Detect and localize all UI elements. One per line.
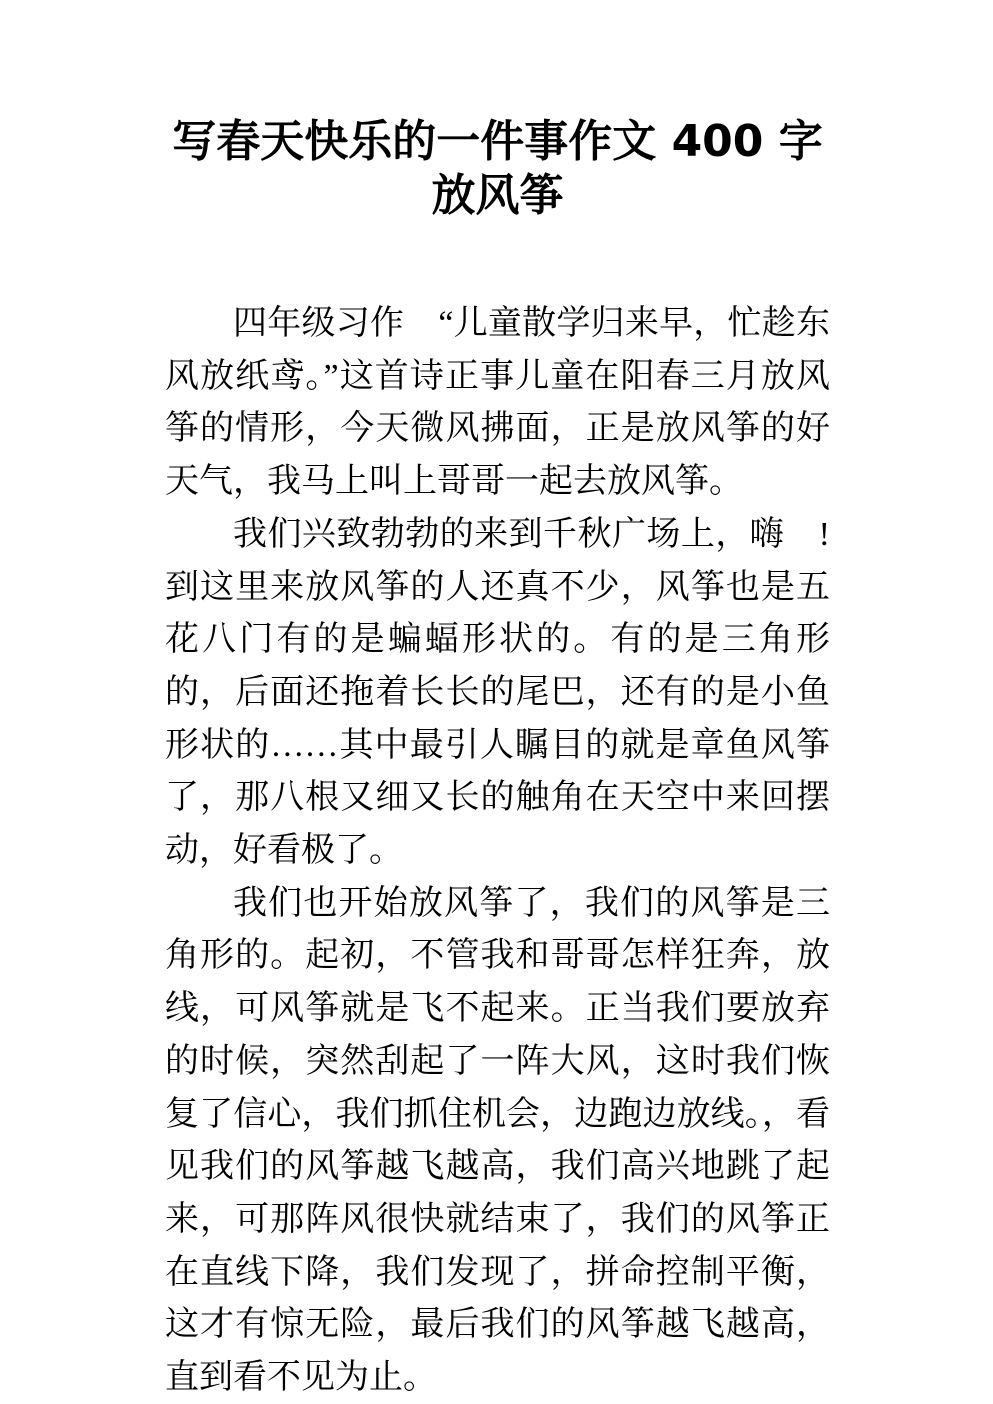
paragraph: 我们也开始放风筝了，我们的风筝是三角形的。起初，不管我和哥哥怎样狂奔，放线，可风筝就是飞不起来。正当我们要放弃的时候，突然刮起了一阵大风，这时我们恢复了信心，我们抓住机会，边跑边放线。，看见我们的风筝越飞越高，我们高兴地跳了起来，可那阵风很快就结束了，我们的风筝正在直线下降，我们发现了，拼命控制平衡，这才有惊无险，最后我们的风筝越飞越高，直到看不见为止。	[165, 884, 830, 1397]
paragraph: 四年级习作 “儿童散学归来早，忙趁东风放纸鸢。”这首诗正事儿童在阳春三月放风筝的情形，今天微风拂面，正是放风筝的好天气，我马上叫上哥哥一起去放风筝。	[165, 305, 830, 501]
essay-body	[165, 298, 830, 1404]
paragraph: 我们兴致勃勃的来到千秋广场上，嗨 !到这里来放风筝的人还真不少，风筝也是五花八门有的是蝙蝠形状的。有的是三角形的，后面还拖着长长的尾巴，还有的是小鱼形状的……其中最引人瞩目的就是章鱼风筝了，那八根又细又长的触角在天空中来回摆动，好看极了。	[165, 515, 830, 870]
page-title: 写春天快乐的一件事作文 400 字 放风筝	[172, 116, 823, 221]
